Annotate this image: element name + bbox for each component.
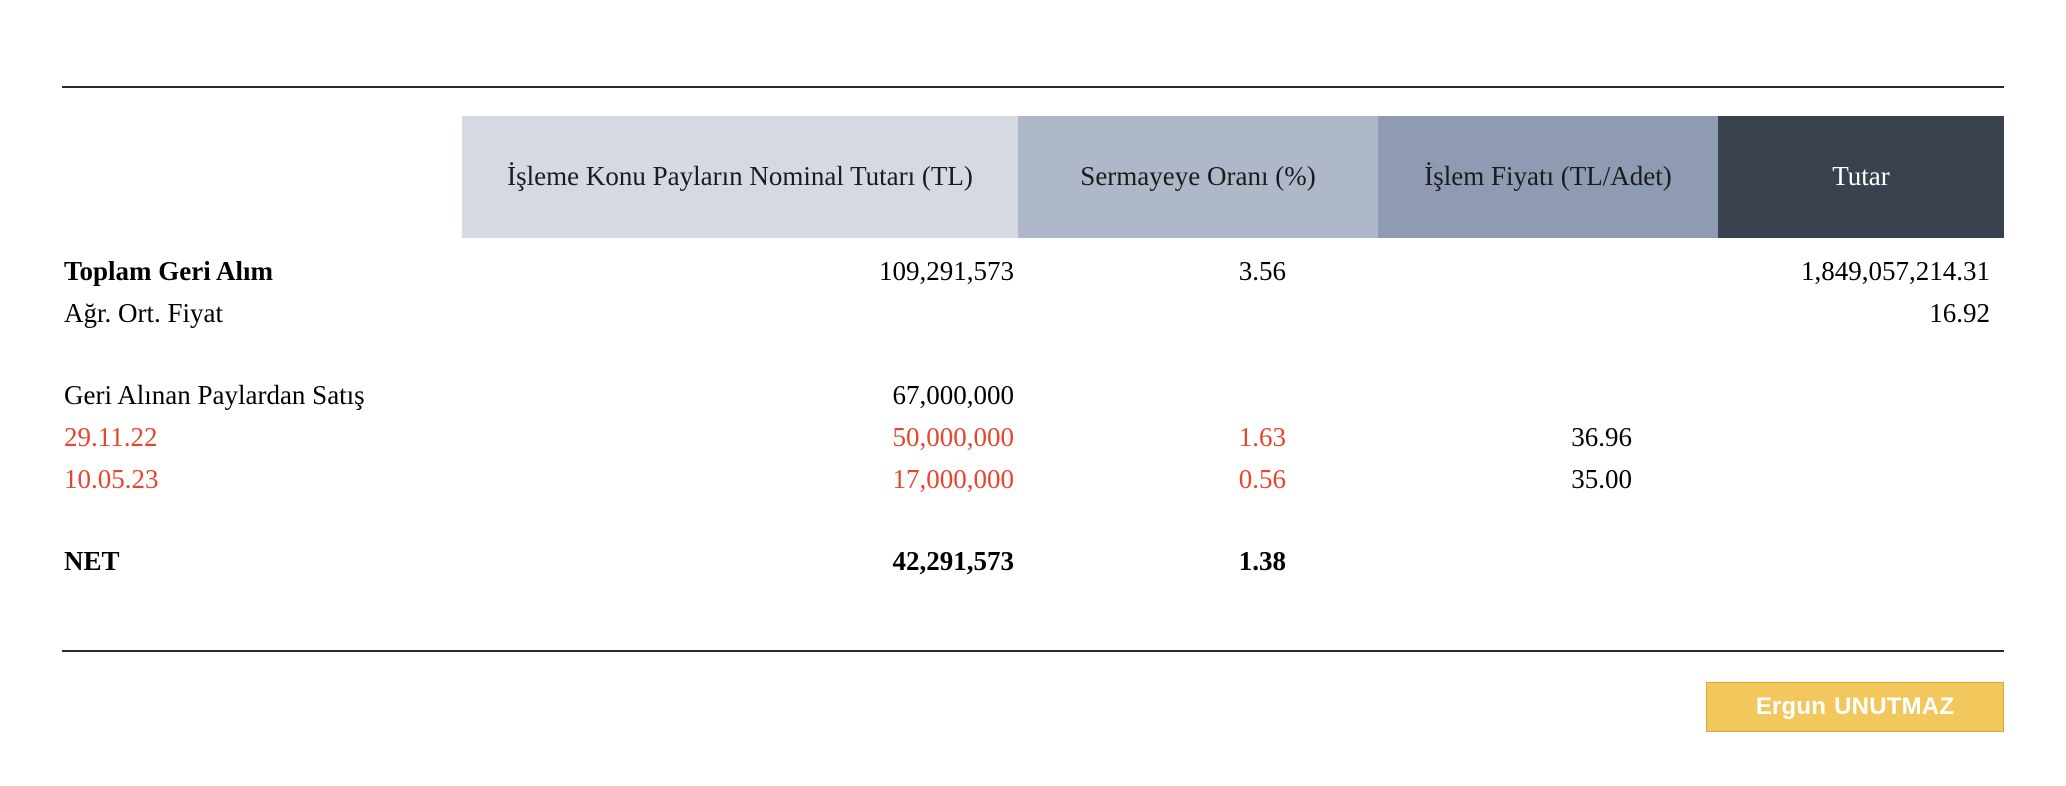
table-body	[62, 238, 2004, 582]
row-label: Geri Alınan Paylardan Satış	[64, 379, 365, 410]
row-ratio	[1018, 292, 1378, 334]
row-nominal: 109,291,573	[879, 255, 1014, 286]
table-header	[62, 116, 2004, 238]
row-amount	[1718, 374, 2004, 416]
row-amount	[1718, 458, 2004, 500]
table-row	[62, 416, 2004, 458]
row-nominal: 50,000,000	[892, 421, 1014, 452]
bottom-divider	[62, 650, 2004, 652]
header-cell-blank	[62, 116, 462, 238]
spacer-cell	[1018, 500, 1378, 540]
author-signature-badge	[1706, 682, 2004, 732]
row-nominal: 67,000,000	[892, 379, 1014, 410]
row-ratio	[1018, 374, 1378, 416]
table-row	[62, 374, 2004, 416]
spacer-cell	[462, 500, 1018, 540]
row-price: 36.96	[1571, 421, 1632, 452]
table-row	[62, 540, 2004, 582]
spacer-cell	[1378, 334, 1718, 374]
row-amount: 1,849,057,214.31	[1801, 255, 1990, 286]
spacer-cell	[1378, 500, 1718, 540]
header-cell-price: İşlem Fiyatı (TL/Adet)	[1378, 116, 1718, 238]
row-label: Toplam Geri Alım	[64, 255, 274, 286]
spacer-cell	[1718, 500, 2004, 540]
row-label: 29.11.22	[64, 421, 158, 452]
row-amount: 16.92	[1929, 297, 1990, 328]
row-ratio: 0.56	[1238, 463, 1286, 494]
row-label: Ağr. Ort. Fiyat	[64, 297, 223, 328]
table-spacer-row	[62, 334, 2004, 374]
row-price	[1378, 292, 1718, 334]
row-ratio: 3.56	[1238, 255, 1286, 286]
row-price: 35.00	[1571, 463, 1632, 494]
row-price	[1378, 540, 1718, 582]
header-cell-ratio: Sermayeye Oranı (%)	[1018, 116, 1378, 238]
table-header-row	[62, 116, 2004, 238]
row-nominal: 42,291,573	[892, 545, 1014, 576]
row-label: 10.05.23	[64, 463, 159, 494]
row-amount	[1718, 416, 2004, 458]
row-ratio: 1.63	[1238, 421, 1286, 452]
share-buyback-table	[62, 116, 2004, 582]
table-row	[62, 238, 2004, 292]
spacer-cell	[62, 500, 462, 540]
signature-family-name: UNUTMAZ	[1834, 693, 1955, 720]
row-label: NET	[64, 545, 120, 576]
spacer-cell	[62, 334, 462, 374]
top-divider	[62, 86, 2004, 88]
spacer-cell	[462, 334, 1018, 374]
row-nominal	[462, 292, 1018, 334]
spacer-cell	[1718, 334, 2004, 374]
signature-given-name: Ergun	[1755, 693, 1827, 720]
table-spacer-row	[62, 500, 2004, 540]
row-price	[1378, 238, 1718, 292]
spacer-cell	[1018, 334, 1378, 374]
row-ratio: 1.38	[1238, 545, 1286, 576]
table-row	[62, 292, 2004, 334]
header-cell-amount: Tutar	[1718, 116, 2004, 238]
row-price	[1378, 374, 1718, 416]
header-cell-nominal: İşleme Konu Payların Nominal Tutarı (TL)	[462, 116, 1018, 238]
row-nominal: 17,000,000	[892, 463, 1014, 494]
table-row	[62, 458, 2004, 500]
row-amount	[1718, 540, 2004, 582]
